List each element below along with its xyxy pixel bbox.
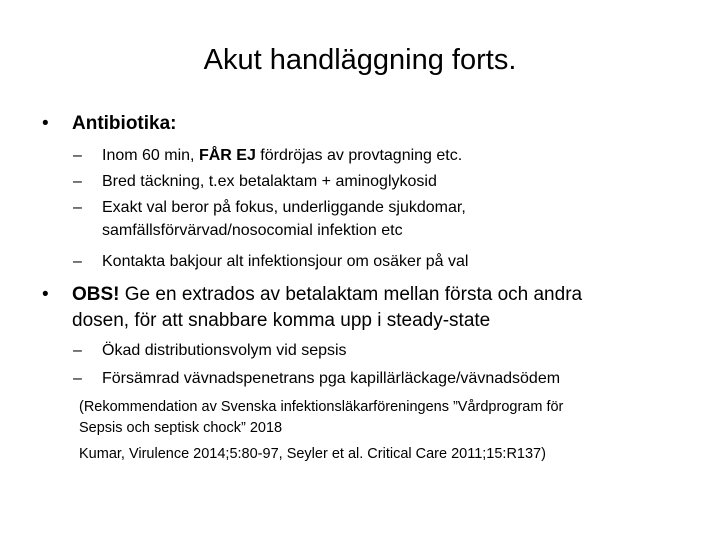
reference-line-3: Kumar, Virulence 2014;5:80-97, Seyler et al. Critical Care 2011;15:R137) <box>79 446 546 462</box>
reference-line-1: (Rekommendation av Svenska infektionsläkarföreningens ”Vårdprogram för <box>79 399 564 415</box>
reference-line-2: Sepsis och septisk chock” 2018 <box>79 420 283 436</box>
bullet-obs-line2: dosen, för att snabbare komma upp i steady-state <box>72 310 491 331</box>
slide-title: Akut handläggning forts. <box>203 44 517 76</box>
obs-line1-rest: Ge en extrados av betalaktam mellan första och andra <box>119 284 583 305</box>
sub-item-choice-line2: samfällsförvärvad/nosocomial infektion etc <box>102 222 403 239</box>
bullet-obs-line1 <box>72 283 582 307</box>
sub-item-choice-line1: Exakt val beror på fokus, underliggande sjukdomar, <box>102 199 466 216</box>
dash-marker: – <box>73 370 82 387</box>
sub-item-timing-bold: FÅR EJ <box>198 147 256 164</box>
dash-marker: – <box>73 342 82 359</box>
obs-bold: OBS! <box>72 284 120 305</box>
sub-item-penetration: Försämrad vävnadspenetrans pga kapillärläckage/vävnadsödem <box>102 370 561 387</box>
sub-item-distribution: Ökad distributionsvolym vid sepsis <box>102 342 347 359</box>
sub-item-contact: Kontakta bakjour alt infektionsjour om osäker på val <box>102 253 469 270</box>
dash-marker: – <box>73 147 82 164</box>
bullet-marker: • <box>42 284 49 305</box>
sub-item-timing <box>102 145 462 167</box>
bullet-marker: • <box>42 113 49 134</box>
sub-item-timing-post: fördröjas av provtagning etc. <box>255 147 463 164</box>
dash-marker: – <box>73 199 82 216</box>
dash-marker: – <box>73 173 82 190</box>
bullet-antibiotika-label: Antibiotika: <box>72 113 177 134</box>
dash-marker: – <box>73 253 82 270</box>
sub-item-timing-pre: Inom 60 min, <box>102 147 199 164</box>
sub-item-coverage: Bred täckning, t.ex betalaktam + aminoglykosid <box>102 173 437 190</box>
